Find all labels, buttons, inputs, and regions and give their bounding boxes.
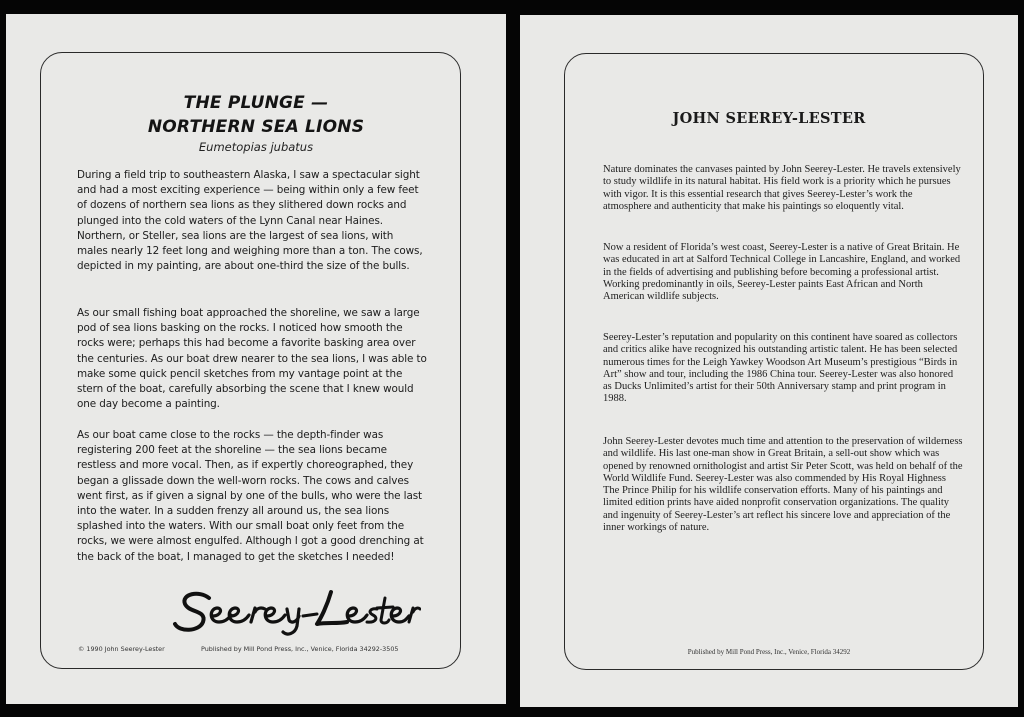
story-paragraph-3: As our boat came close to the rocks — the depth-finder was registering 200 feet at the shoreline — the sea lions became restless and more vocal. Then, as if expertly choreographed, they began a glissade down the well-worn rocks. The cows and calves went first, as if given a signal by one of the bulls, who were the last into the water. In a sudden frenzy all around us, the sea lions splashed into the waters. With our small boat only feet from the rocks, we were almost engulfed. Although I got a good drenching at the back of the boat, I managed to get the sketches I needed!	[77, 429, 424, 563]
publisher-notice: Published by Mill Pond Press, Inc., Venice, Florida 34292-3505	[201, 645, 399, 653]
bio-paragraph-4: John Seerey-Lester devotes much time and attention to the preservation of wilderness and wildlife. His last one-man show in Great Britain, a sell-out show which was opened by renowned ornithologist and artist Sir Peter Scott, was held on behalf of the World Wildlife Fund. Seerey-Lester was also commended by His Royal Highness The Prince Philip for his wildlife conservation efforts. Many of his paintings and limited edition prints have aided nonprofit conservation organizations. The quality and ingenuity of Seerey-Lester’s art reflect his sincere love and appreciation of the inner workings of nature.	[603, 436, 963, 534]
bio-paragraph-1: Nature dominates the canvases painted by John Seerey-Lester. He travels extensively to study wildlife in its natural habitat. His field work is a priority which he pursues with vigor. It is this essential research that gives Seerey-Lester’s work the atmosphere and authenticity that make his paintings so eloquently vital.	[603, 164, 961, 212]
publisher-notice: Published by Mill Pond Press, Inc., Venice, Florida 34292	[687, 648, 851, 656]
page-title-line-1: THE PLUNGE —	[183, 93, 329, 113]
artist-signature	[171, 580, 421, 640]
copyright-notice: © 1990 John Seerey-Lester	[78, 645, 165, 653]
artist-name-heading: JOHN SEEREY-LESTER	[672, 110, 866, 127]
story-paragraph-1: During a field trip to southeastern Alaska, I saw a spectacular sight and had a most exciting experience — being within only a few feet of dozens of northern sea lions as they slithered down rocks and plunged into the cold waters of the Lynn Canal near Haines. Northern, or Steller, sea lions are the largest of sea lions, with males nearly 12 feet long and weighing more than a ton. The cows, depicted in my painting, are about one-third the size of the bulls.	[77, 169, 423, 273]
bio-paragraph-2: Now a resident of Florida’s west coast, Seerey-Lester is a native of Great Britain. He was educated in art at Salford Technical College in Lancashire, England, and worked in the fields of advertising and publishing before becoming a professional artist. Working predominantly in oils, Seerey-Lester paints East African and North American wildlife subjects.	[603, 242, 961, 303]
left-page	[6, 14, 506, 704]
page-title-line-2: NORTHERN SEA LIONS	[147, 117, 365, 137]
story-paragraph-2: As our small fishing boat approached the shoreline, we saw a large pod of sea lions basking on the rocks. I noticed how smooth the rocks were; perhaps this had become a favorite basking area over the centuries. As our boat drew nearer to the sea lions, I was able to make some quick pencil sketches from my vantage point at the stern of the boat, carefully absorbing the scene that I knew would one day become a painting.	[77, 307, 427, 411]
bio-paragraph-3: Seerey-Lester’s reputation and popularity on this continent have soared as collectors and critics alike have recognized his outstanding artistic talent. He has been selected numerous times for the Leigh Yawkey Woodson Art Museum’s prestigious “Birds in Art” show and tour, including the 1986 China tour. Seerey-Lester was also honored as Ducks Unlimited’s artist for their 50th Anniversary stamp and print program in 1988.	[603, 332, 958, 405]
right-page	[520, 15, 1018, 707]
species-name: Eumetopias jubatus	[198, 140, 314, 154]
